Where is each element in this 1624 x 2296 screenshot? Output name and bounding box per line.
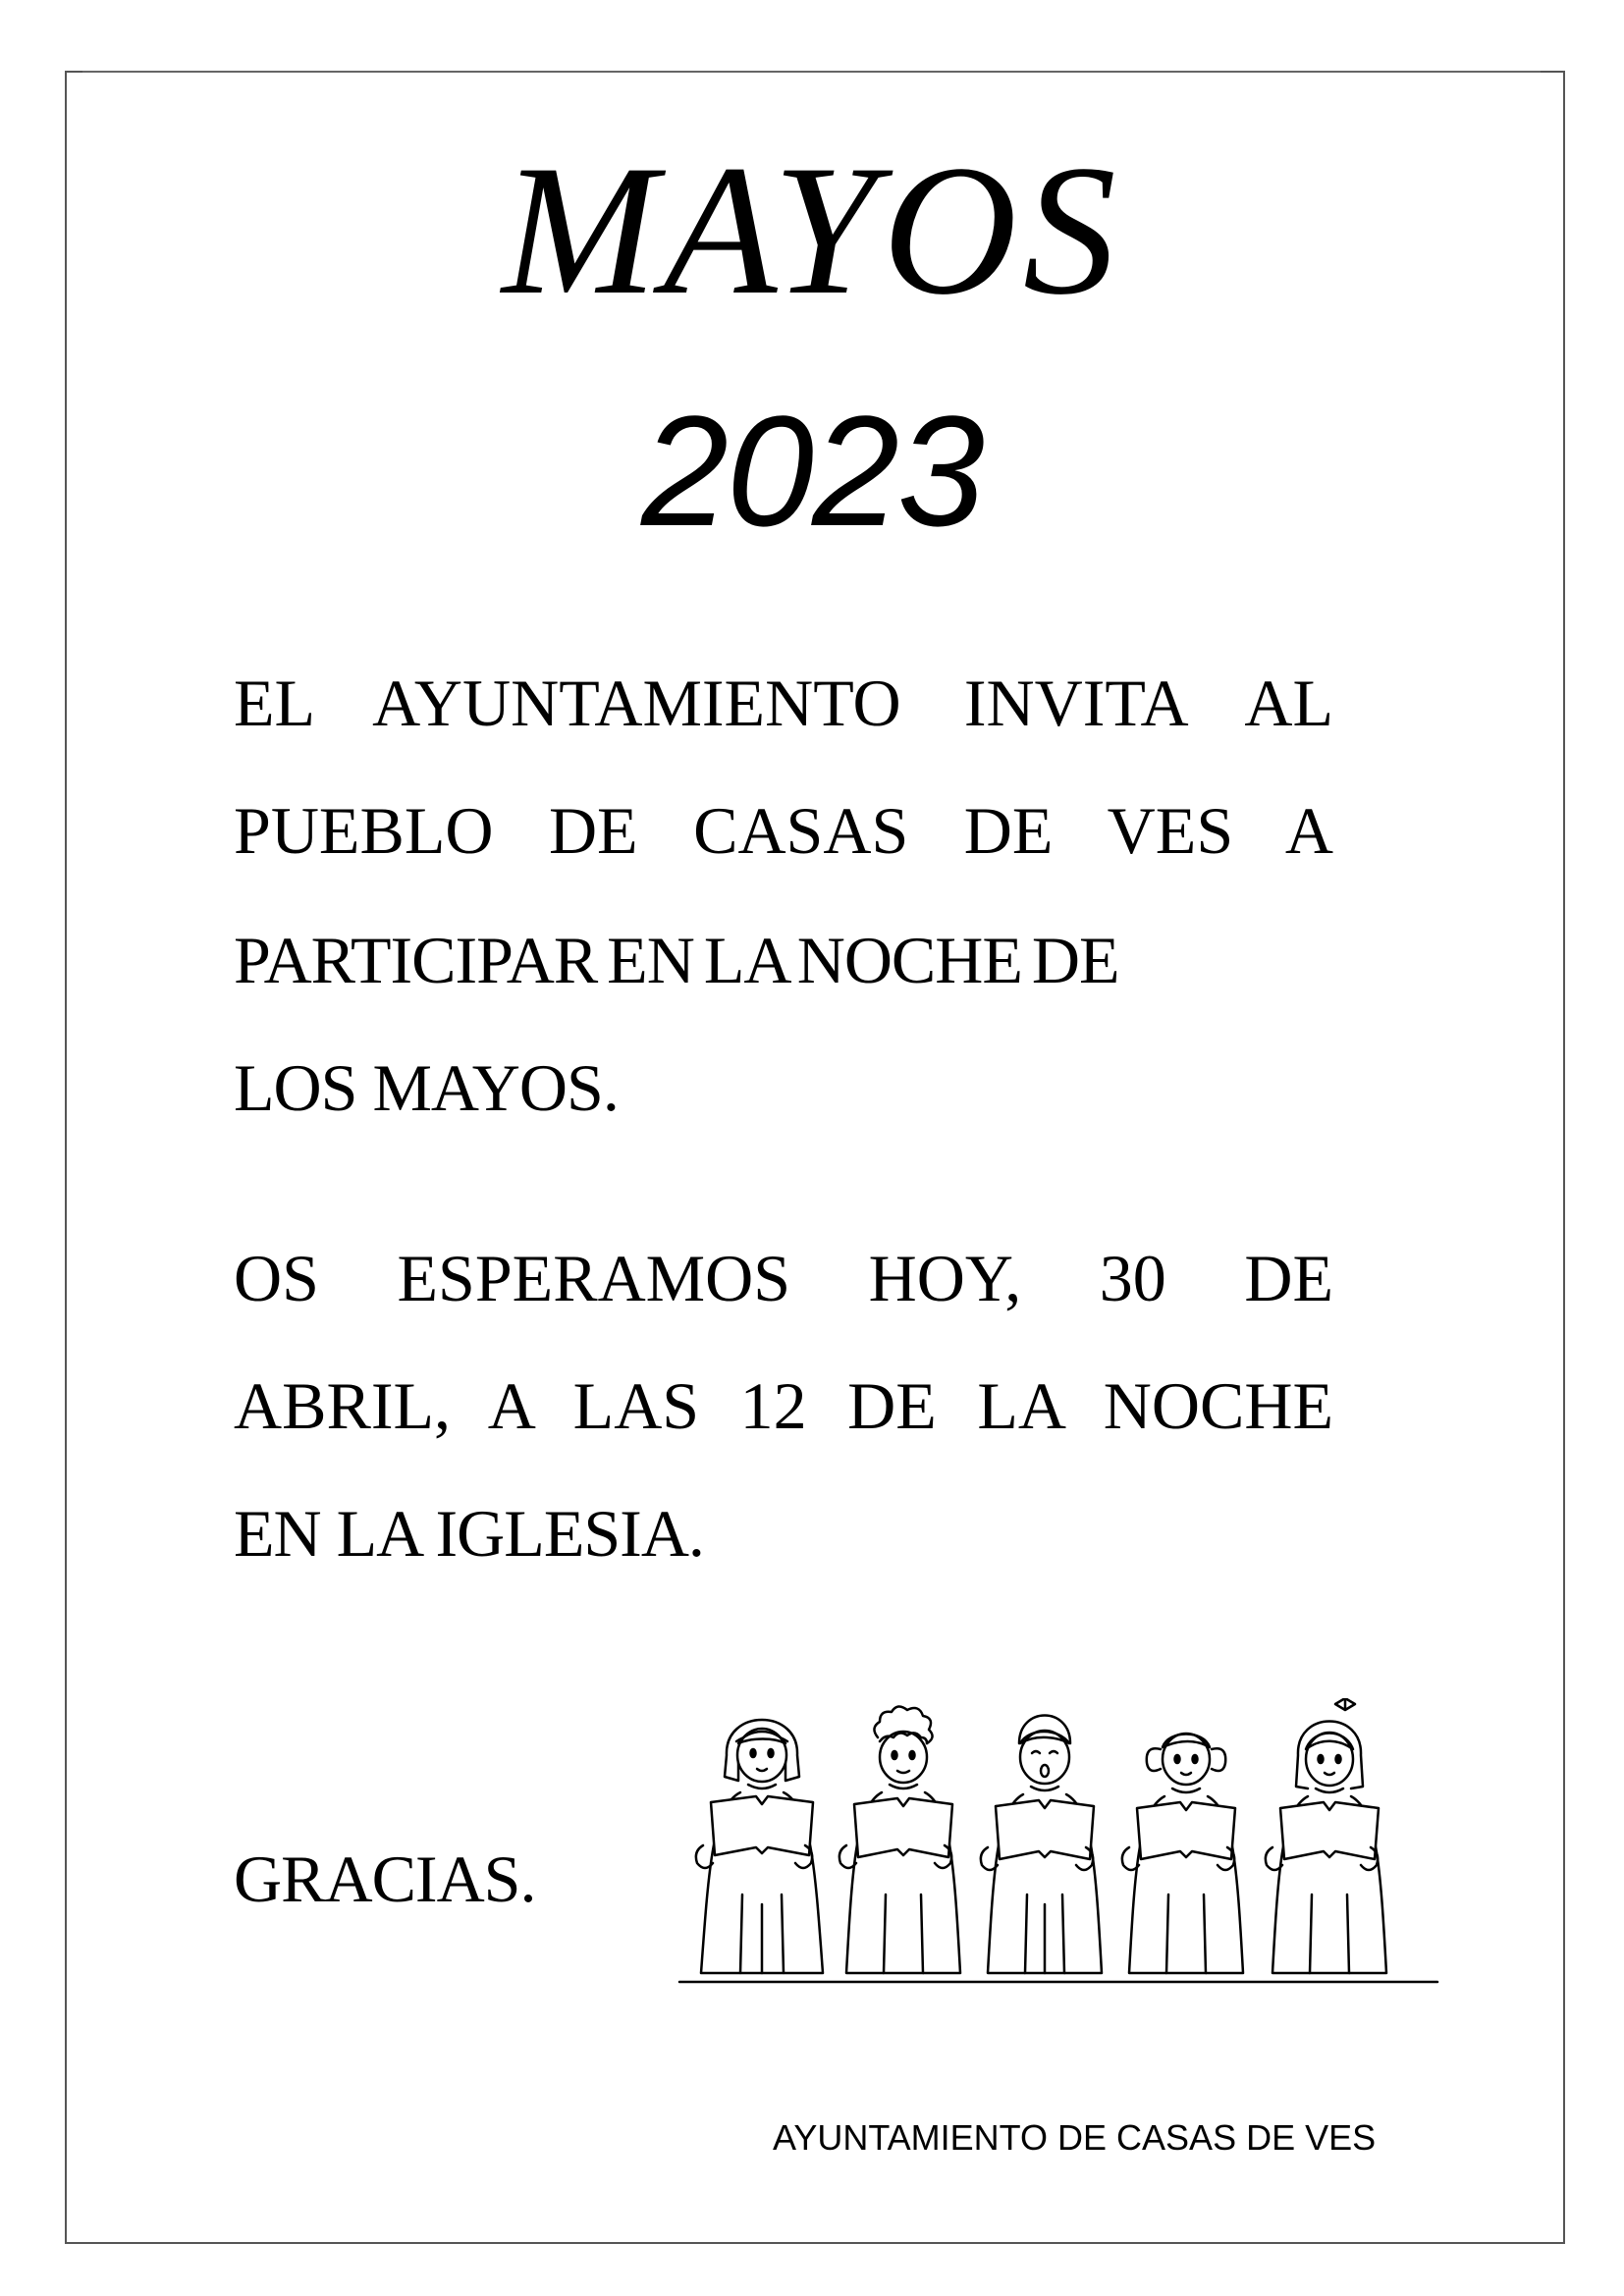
choir-child-1 <box>696 1720 823 1973</box>
footer-signature: AYUNTAMIENTO DE CASAS DE VES <box>773 2117 1377 2158</box>
choir-children-singing-icon <box>676 1698 1441 2002</box>
choir-child-2 <box>839 1706 960 1973</box>
invitation-line-4: LOS MAYOS. <box>234 1050 619 1125</box>
top-rule-divider <box>82 71 1541 73</box>
choir-child-3 <box>981 1716 1102 1974</box>
choir-child-4 <box>1122 1734 1243 1973</box>
thanks-text: GRACIAS. <box>234 1842 536 1916</box>
poster-year: 2023 <box>641 383 983 559</box>
invitation-line-1: EL AYUNTAMIENTO INVITA AL <box>234 666 1333 740</box>
invitation-line-3: PARTICIPAR EN LA NOCHE DE <box>234 923 1119 997</box>
choir-child-5 <box>1266 1698 1386 1973</box>
schedule-line-3: EN LA IGLESIA. <box>234 1496 704 1571</box>
poster-title: MAYOS <box>502 128 1122 334</box>
schedule-line-2: ABRIL, A LAS 12 DE LA NOCHE <box>234 1368 1333 1443</box>
schedule-line-1: OS ESPERAMOS HOY, 30 DE <box>234 1241 1333 1315</box>
invitation-line-2: PUEBLO DE CASAS DE VES A <box>234 793 1333 868</box>
